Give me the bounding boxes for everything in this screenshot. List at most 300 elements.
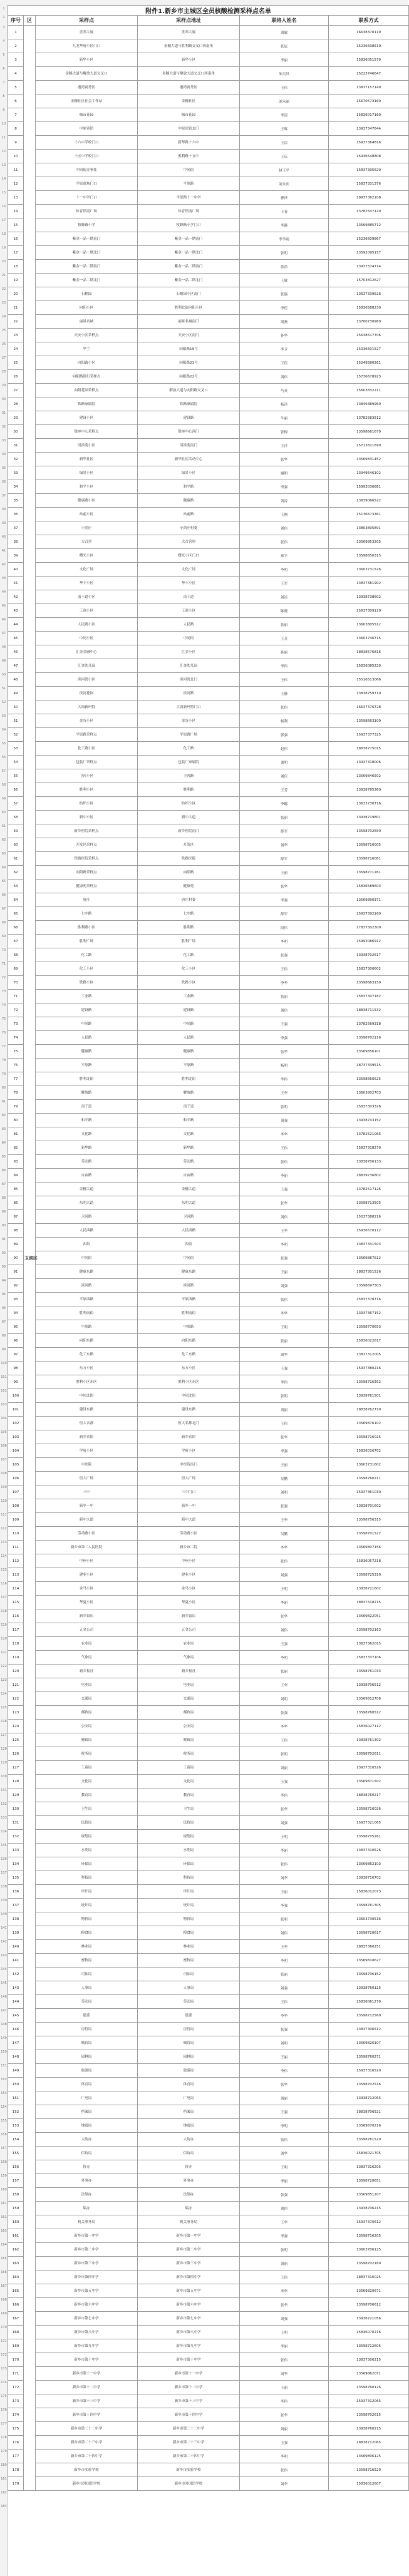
contact-cell: 李丽 [240,2339,329,2353]
site-cell: 新乡市第五中学 [36,2284,138,2298]
table-row [8,384,409,398]
seq-cell: 12 [8,177,24,191]
seq-cell: 154 [8,2133,24,2147]
address-cell: 新华路 [138,1141,240,1155]
seq-cell: 162 [8,2243,24,2257]
phone-cell: 18838706521 [329,2105,409,2119]
seq-cell: 14 [8,205,24,218]
row-number: 15 [1,191,6,195]
table-row [8,1086,409,1100]
page-title: 附件1.新乡市主城区全员核酸检测采样点名单 [8,6,409,16]
seq-cell: 48 [8,673,24,687]
address-cell: 教育局 [138,1788,240,1802]
phone-cell: 15936570112 [329,1224,409,1238]
row-number: 6 [3,67,5,71]
seq-cell: 108 [8,1499,24,1513]
table-row [8,2450,409,2463]
row-number: 96 [1,1306,6,1310]
phone-cell: 13569890371 [329,893,409,907]
table-row [8,1733,409,1747]
seq-cell: 97 [8,1348,24,1362]
table-row [8,1114,409,1127]
address-cell: 粮食局 [138,1926,240,1940]
seq-cell: 1 [8,26,24,39]
contact-cell: 王刚 [240,508,329,521]
row-number: 135 [1,1844,7,1847]
row-number: 171 [1,2339,7,2343]
row-number: 70 [1,948,6,952]
row-number: 150 [1,2050,7,2054]
site-cell: 南干道 [36,1100,138,1114]
seq-cell: 28 [8,398,24,411]
address-cell: 平原路 [138,1059,240,1072]
seq-cell: 122 [8,1692,24,1706]
site-cell: 包装厂采样点 [36,756,138,769]
table-row [8,577,409,590]
address-cell: 平原路 [138,177,240,191]
row-number: 99 [1,1348,6,1352]
phone-cell: 13938760215 [329,2422,409,2436]
contact-cell: 王军 [240,577,329,590]
row-number: 123 [1,1678,7,1682]
site-cell: 机关事务局 [36,2215,138,2229]
contact-cell: 张明 [240,1389,329,1403]
row-number: 37 [1,494,6,498]
row-number: 27 [1,356,6,360]
seq-cell: 51 [8,714,24,728]
site-cell: 十一中学门口 [36,191,138,205]
phone-cell: 18837316025 [329,2271,409,2284]
table-row [8,1857,409,1871]
phone-cell: 13598706612 [329,2298,409,2312]
table-row [8,1196,409,1210]
phone-cell: 13598716205 [329,2229,409,2243]
address-cell: 人民路 [138,618,240,632]
contact-cell: 张强 [240,2023,329,2036]
address-cell: 新乡市第二十二中学 [138,2422,240,2436]
table-row [8,2326,409,2339]
seq-cell: 179 [8,2477,24,2491]
address-cell: 人民路 [138,1031,240,1045]
table-row [8,1609,409,1623]
contact-cell: 张丽 [240,618,329,632]
table-row [8,1417,409,1430]
site-cell: 中州小区 [36,1554,138,1568]
seq-cell: 50 [8,700,24,714]
site-cell: 新乡饭店 [36,1609,138,1623]
table-row [8,1665,409,1678]
seq-cell: 80 [8,1114,24,1127]
site-cell: 向阳路采样点 [36,866,138,880]
seq-cell: 83 [8,1155,24,1169]
address-cell: 新乡市实验学校 [138,2463,240,2477]
table-row [8,411,409,425]
table-row [8,1472,409,1486]
site-cell: 新中大道 [36,1513,138,1527]
address-cell: 向阳路19号 [138,342,240,356]
table-row [8,673,409,687]
address-cell: 平原路十一中学 [138,191,240,205]
seq-cell: 9 [8,136,24,150]
row-number: 178 [1,2436,7,2440]
row-number: 163 [1,2229,7,2233]
phone-cell: 13598702116 [329,1031,409,1045]
table-row [8,1403,409,1417]
contact-cell: 王强 [240,1637,329,1651]
row-number: 142 [1,1940,7,1944]
address-cell: 新乡市第十中学 [138,2353,240,2367]
phone-cell: 13598760211 [329,1472,409,1486]
table-row [8,508,409,521]
site-cell: 体育馆南广场 [36,205,138,218]
contact-cell: 李学雨 [240,232,329,246]
table-row [8,921,409,935]
table-row [8,2009,409,2023]
table-row [8,191,409,205]
row-number: 31 [1,411,6,415]
contact-cell: 张浩 [240,260,329,274]
table-row [8,1678,409,1692]
seq-cell: 168 [8,2326,24,2339]
table-row [8,2174,409,2188]
row-number: 109 [1,1486,7,1489]
address-cell: 铁路医院 [138,852,240,866]
seq-cell: 171 [8,2367,24,2381]
phone-cell: 15837395620 [329,163,409,177]
contact-cell: 王明 [240,2326,329,2339]
phone-cell: 13598663100 [329,714,409,728]
row-number: 127 [1,1733,7,1737]
seq-cell: 137 [8,1899,24,1912]
contact-cell: 王伟 [240,673,329,687]
contact-cell: 刘永庆 [240,177,329,191]
phone-cell: 13598761033 [329,1665,409,1678]
seq-cell: 43 [8,604,24,618]
seq-cell: 77 [8,1072,24,1086]
address-cell: 新乡市外国语学校 [138,2477,240,2491]
address-cell: 绿景小区 [138,466,240,480]
phone-cell: 13598771261 [329,866,409,880]
address-cell: 健康苑 [138,880,240,893]
row-number: 17 [1,218,6,222]
row-number: 130 [1,1775,7,1778]
row-number: 131 [1,1788,7,1792]
table-row [8,1637,409,1651]
table-row [8,852,409,866]
address-cell: 财政局 [138,1733,240,1747]
row-number: 108 [1,1472,7,1475]
row-number: 5 [3,53,5,57]
table-row [8,1375,409,1389]
row-number: 161 [1,2202,7,2205]
address-cell: 胜利南街 [138,1306,240,1320]
row-number: 56 [1,756,6,759]
row-number: 25 [1,329,6,332]
contact-cell: 王华 [240,1513,329,1527]
table-row [8,783,409,797]
address-cell: 汇金小区 [138,645,240,659]
site-cell: 园林局 [36,2050,138,2064]
contact-cell: 王芳 [240,783,329,797]
contact-cell: 李丽 [240,53,329,67]
address-cell: 西街 [138,1238,240,1251]
row-number: 151 [1,2064,7,2068]
table-row [8,53,409,67]
table-row [8,1251,409,1265]
contact-cell: 张明 [240,1747,329,1761]
phone-cell: 18737339515 [329,1059,409,1072]
seq-cell: 115 [8,1596,24,1609]
seq-cell: 31 [8,439,24,453]
phone-cell: 15249580261 [329,356,409,370]
contact-cell: 张瑞 [240,287,329,301]
table-row [8,2463,409,2477]
table-row [8,1458,409,1472]
row-number: 106 [1,1444,7,1448]
table-row [8,1293,409,1306]
seq-cell: 155 [8,2147,24,2160]
phone-cell: 15236608519 [329,39,409,53]
site-cell: 十五中学校门口 [36,150,138,163]
table-row [8,1788,409,1802]
contact-cell: 王伟 [240,1141,329,1155]
contact-cell: 张华 [240,2078,329,2091]
address-cell: 站前路 [138,508,240,521]
row-number: 89 [1,1210,6,1214]
seq-cell: 109 [8,1513,24,1527]
site-cell: 新华小区 [36,53,138,67]
address-cell: 新乡市第八中学 [138,2326,240,2339]
seq-cell: 20 [8,287,24,301]
row-number: 177 [1,2422,7,2426]
phone-cell: 15836016702 [329,1444,409,1458]
site-cell: 新乡市第七中学 [36,2312,138,2326]
phone-cell: 13592095157 [329,246,409,260]
row-number: 46 [1,618,6,622]
contact-cell: 牛丽 [240,411,329,425]
row-number: 182 [1,2491,7,2495]
row-number: 98 [1,1334,6,1338]
table-row [8,2298,409,2312]
phone-cell: 13637339526 [329,287,409,301]
seq-cell: 99 [8,1375,24,1389]
address-cell: 规划局 [138,1830,240,1844]
table-row [8,1802,409,1816]
row-number: 149 [1,2036,7,2040]
site-cell: 电业局 [36,1678,138,1692]
contact-cell: 王伟 [240,81,329,95]
row-number: 63 [1,852,6,856]
table-row [8,824,409,838]
row-number: 80 [1,1086,6,1090]
address-cell: 电业局 [138,1678,240,1692]
table-row [8,1623,409,1637]
address-cell: 中医院南门 [138,1458,240,1472]
phone-cell: 13837312005 [329,1348,409,1362]
phone-cell: 13937310526 [329,1761,409,1775]
address-cell: 科技局 [138,1871,240,1885]
row-number: 55 [1,742,6,746]
address-cell: 外事办 [138,2174,240,2188]
address-cell: 新乡市第五中学 [138,2284,240,2298]
phone-cell: 13598702160 [329,2257,409,2271]
seq-cell: 145 [8,2009,24,2023]
contact-cell: 张伟 [240,1155,329,1169]
seq-cell: 161 [8,2229,24,2243]
row-number: 174 [1,2381,7,2384]
contact-cell: 张伟 [240,1857,329,1871]
phone-cell: 13938716702 [329,1871,409,1885]
phone-cell: 13598716520 [329,2463,409,2477]
seq-cell: 27 [8,384,24,398]
address-cell: 编办 [138,2202,240,2215]
seq-cell: 42 [8,590,24,604]
phone-cell: 13938712065 [329,2091,409,2105]
seq-cell: 112 [8,1554,24,1568]
contact-cell: 张明 [240,246,329,260]
site-cell: 滨河路 [36,1279,138,1293]
seq-cell: 10 [8,150,24,163]
table-row [8,1389,409,1403]
seq-cell: 2 [8,39,24,53]
site-cell: 中同小区 [36,632,138,645]
row-number: 145 [1,1981,7,1985]
seq-cell: 111 [8,1541,24,1554]
site-cell: 新乡市第十二中学 [36,2381,138,2394]
row-number: 87 [1,1183,6,1186]
contact-cell: 刘丽 [240,2257,329,2271]
phone-cell: 13603706125 [329,2243,409,2257]
seq-cell: 94 [8,1306,24,1320]
row-number: 16 [1,205,6,208]
seq-cell: 128 [8,1775,24,1788]
phone-cell: 13839066522 [329,494,409,508]
table-row [8,480,409,494]
site-cell: 工商小区 [36,604,138,618]
contact-cell: 李强 [240,1899,329,1912]
contact-cell: 刘强 [240,1981,329,1995]
address-cell: 化工小区 [138,962,240,976]
site-cell: 西街 [36,1238,138,1251]
phone-cell: 18838760217 [329,1788,409,1802]
phone-cell: 15836057218 [329,1554,409,1568]
row-number: 69 [1,935,6,938]
site-cell: 九龙华府小区门口 [36,39,138,53]
address-cell: 金谷小区 [138,714,240,728]
contact-cell: 李强 [240,480,329,494]
phone-cell: 13569812706 [329,1692,409,1706]
phone-cell: 13569851207 [329,2188,409,2202]
address-cell: 机关事务局 [138,2215,240,2229]
phone-cell: 15937380216 [329,1362,409,1375]
contact-cell: 李娜 [240,797,329,811]
seq-cell: 52 [8,728,24,742]
table-row [8,2367,409,2381]
table-row [8,122,409,136]
address-cell: 新乡市第二中学 [138,2243,240,2257]
contact-cell: 李明 [240,2450,329,2463]
phone-cell: 13598650315 [329,549,409,563]
address-cell: 紫金一品二期南门 [138,260,240,274]
seq-cell: 167 [8,2312,24,2326]
seq-cell: 55 [8,769,24,783]
seq-cell: 64 [8,893,24,907]
site-cell: 新乡报社 [36,1665,138,1678]
site-cell: 新乡市第十中学 [36,2353,138,2367]
seq-cell: 140 [8,1940,24,1954]
address-cell: 开发区 [138,838,240,852]
site-cell: 健康东路 [36,1265,138,1279]
phone-cell: 13837310526 [329,1844,409,1857]
table-row [8,2422,409,2436]
seq-cell: 38 [8,535,24,549]
phone-cell: 15937364816 [329,136,409,150]
address-cell: 农业局 [138,1637,240,1651]
address-cell: 银座中心西门 [138,425,240,439]
site-cell: 人事局 [36,1981,138,1995]
seq-cell: 19 [8,274,24,287]
phone-cell: 13598760512 [329,1706,409,1720]
address-cell: 档案局 [138,2105,240,2119]
address-cell: 恒大广场 [138,1472,240,1486]
row-number: 139 [1,1899,7,1902]
phone-cell: 18937362108 [329,191,409,205]
contact-cell: 王华 [240,2215,329,2229]
address-cell: 健康路 [138,1045,240,1059]
phone-cell: 15937392160 [329,907,409,921]
seq-cell: 134 [8,1857,24,1871]
site-cell: 金谷小区 [36,714,138,728]
contact-cell: 李丽 [240,1844,329,1857]
contact-cell: 张华 [240,453,329,466]
address-cell: 新乡市第十一中学 [138,2367,240,2381]
contact-cell: 刘燕 [240,315,329,329]
site-cell: 畜牧局 [36,1954,138,1968]
row-number: 34 [1,453,6,456]
site-cell: 东方小区 [36,1362,138,1375]
seq-cell: 29 [8,411,24,425]
phone-cell: 16638370119 [329,26,409,39]
address-cell: 侨办 [138,2160,240,2174]
row-number: 10 [1,122,6,126]
contact-cell: 王丽 [240,1265,329,1279]
site-cell: 新乡市实验学校 [36,2463,138,2477]
seq-cell: 152 [8,2105,24,2119]
contact-cell: 朱贝贝 [240,67,329,81]
contact-cell: 薛军 [240,852,329,866]
site-cell: 新乡市外国语学校 [36,2477,138,2491]
site-cell: 紫金一品二期北门 [36,274,138,287]
contact-cell: 李华 [240,1720,329,1733]
contact-cell: 王华 [240,1224,329,1238]
address-cell: 司法局 [138,1968,240,1981]
site-cell: 化工东路 [36,1348,138,1362]
row-number: 153 [1,2091,7,2095]
row-number: 12 [1,150,6,153]
phone-cell: 13937318006 [329,756,409,769]
seq-cell: 13 [8,191,24,205]
table-row [8,659,409,673]
seq-cell: 24 [8,342,24,356]
seq-cell: 78 [8,1086,24,1100]
site-cell: 税务局 [36,1747,138,1761]
table-row [8,2105,409,2119]
address-cell: 解放路 [138,1086,240,1100]
phone-cell: 15836012073 [329,1885,409,1899]
site-cell: 人民路 [36,1031,138,1045]
phone-cell: 13837362015 [329,1637,409,1651]
table-row [8,866,409,880]
